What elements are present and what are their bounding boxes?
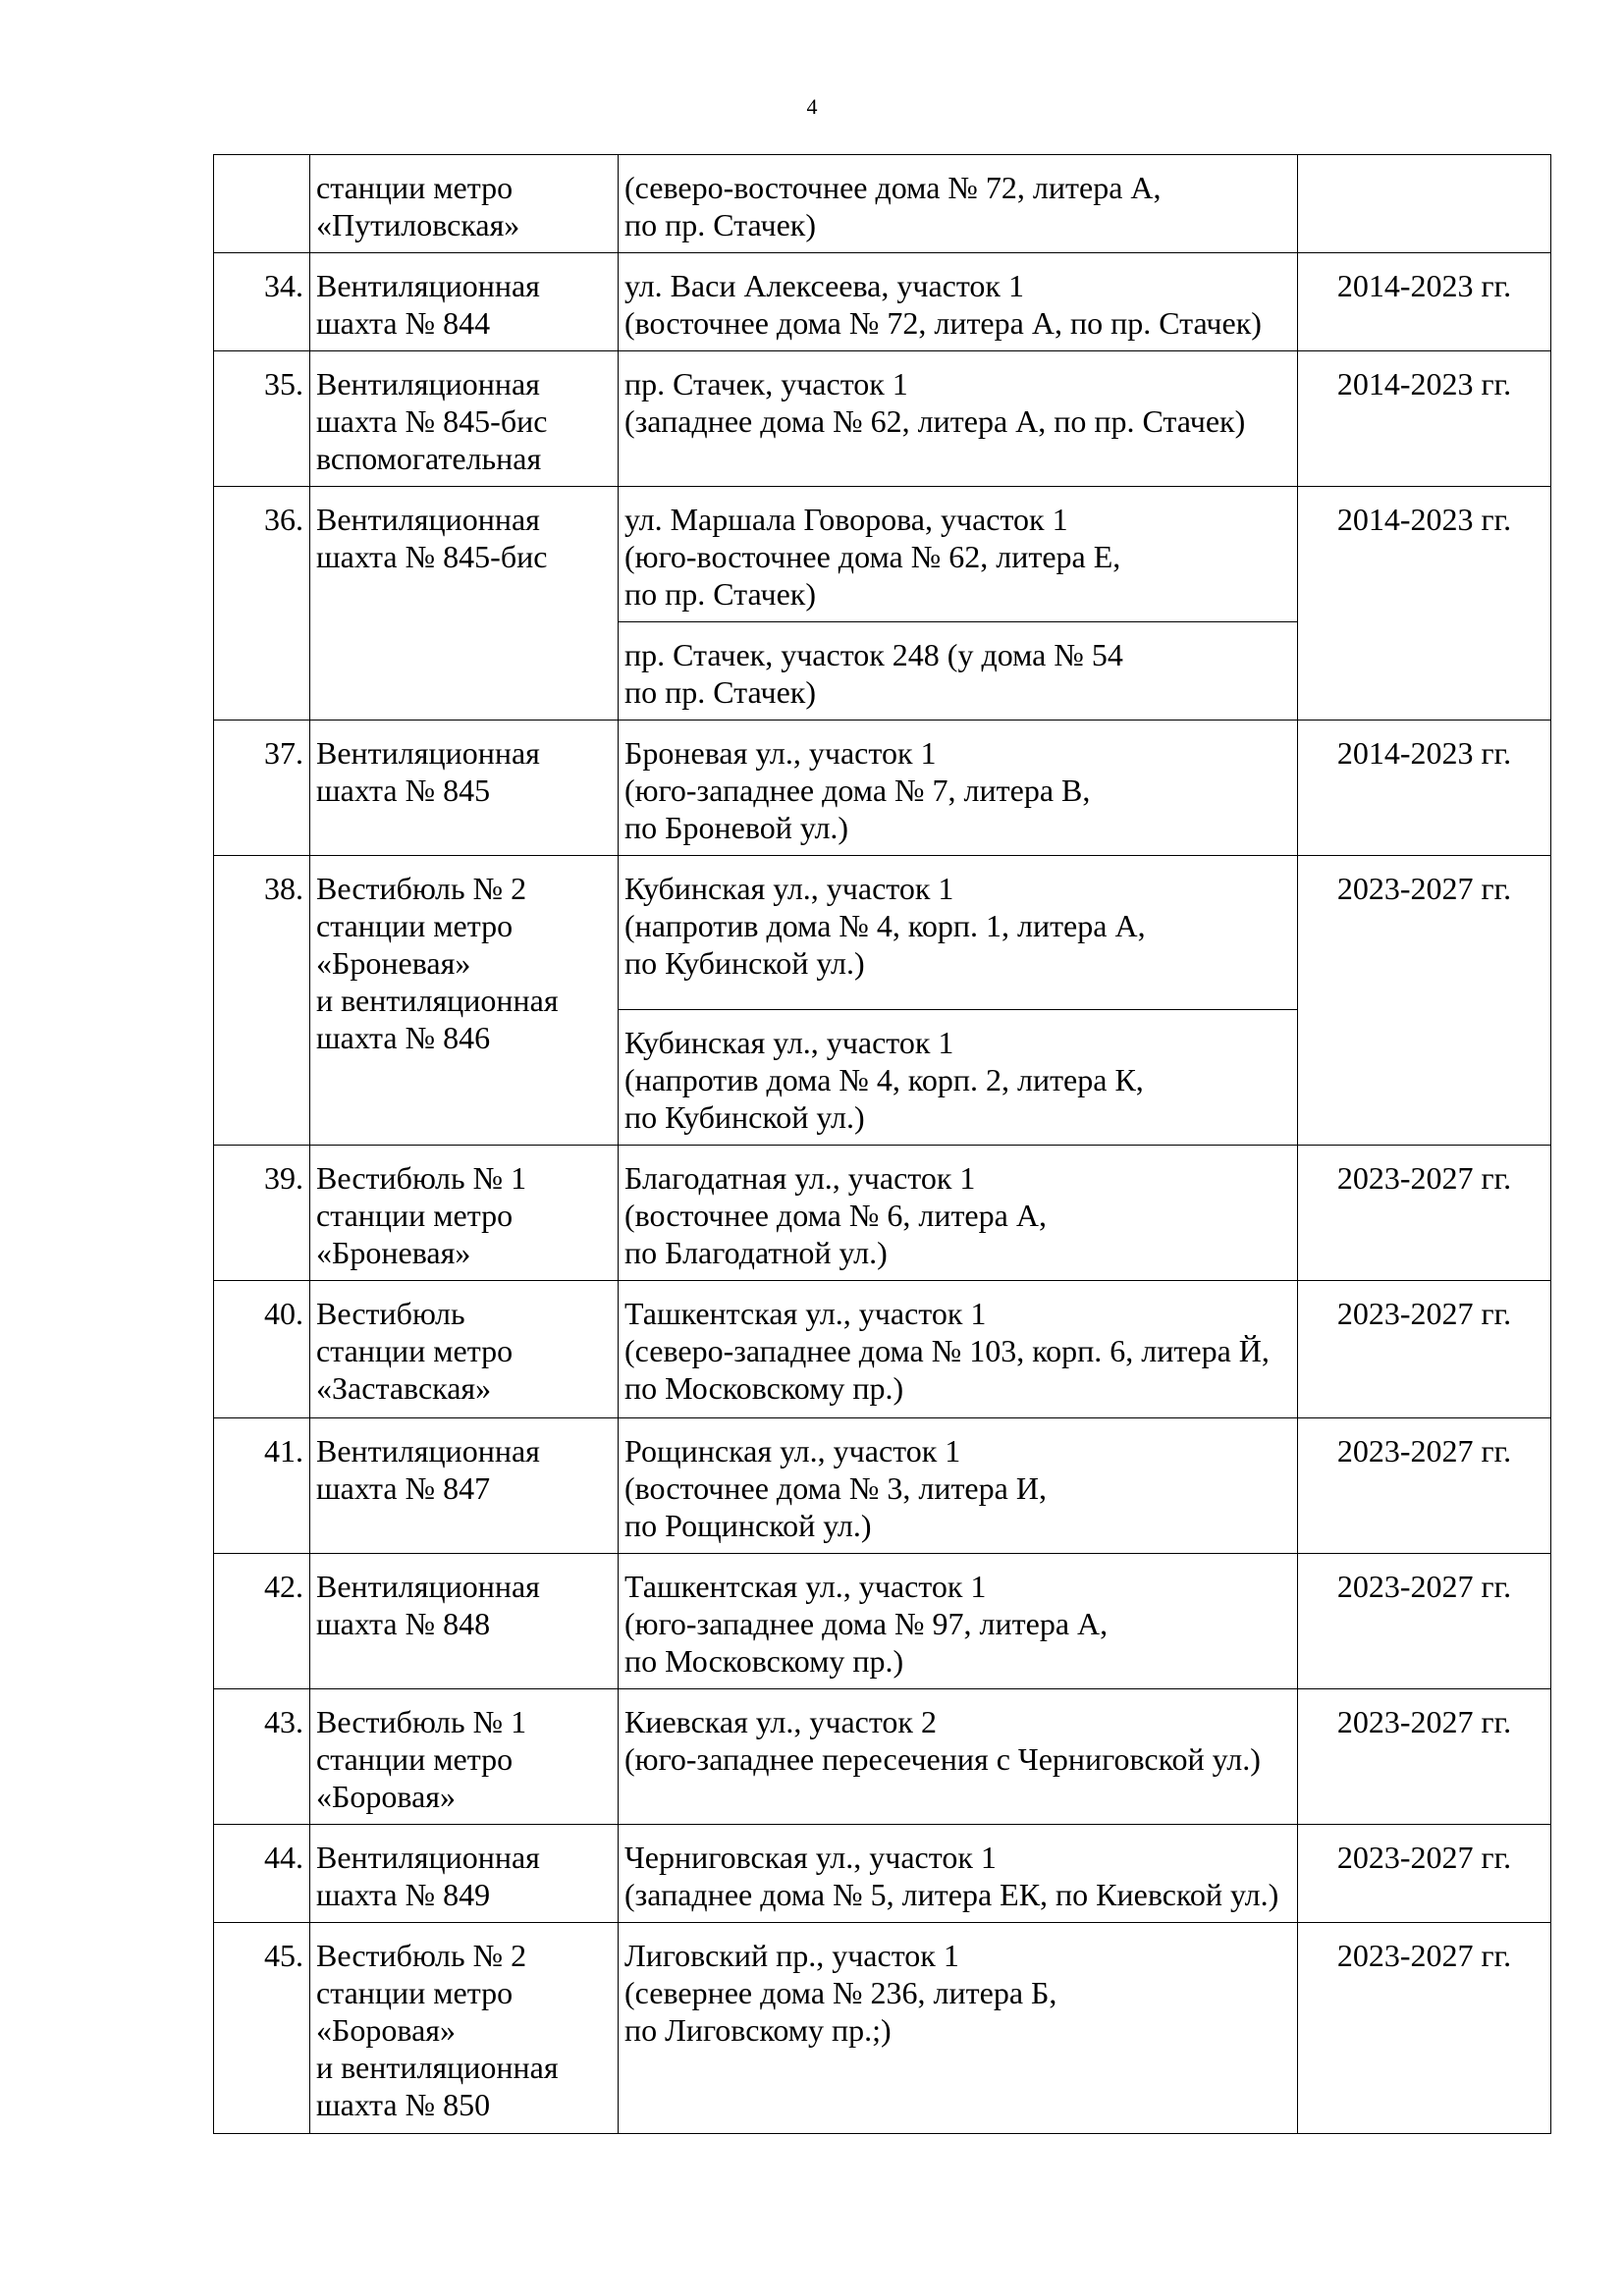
row-number: 44. [214, 1825, 310, 1923]
construction-term: 2023-2027 гг. [1298, 1554, 1551, 1689]
row-number: 36. [214, 487, 310, 721]
row-number: 42. [214, 1554, 310, 1689]
row-number: 43. [214, 1689, 310, 1825]
table-row [214, 1825, 1551, 1923]
table-row [214, 856, 1551, 1010]
object-name: Вестибюль станции метро «Заставская» [310, 1281, 619, 1418]
row-number: 41. [214, 1418, 310, 1554]
row-number: 40. [214, 1281, 310, 1418]
row-number: 45. [214, 1923, 310, 2134]
object-address: (северо-восточнее дома № 72, литера А, по пр. Стачек) [619, 155, 1298, 253]
object-address: пр. Стачек, участок 248 (у дома № 54 по пр. Стачек) [619, 622, 1298, 721]
object-name: Вестибюль № 1 станции метро «Боровая» [310, 1689, 619, 1825]
object-address: Лиговский пр., участок 1 (севернее дома № 236, литера Б, по Лиговскому пр.;) [619, 1923, 1298, 2134]
table-row [214, 155, 1551, 253]
object-address: Рощинская ул., участок 1 (восточнее дома № 3, литера И, по Рощинской ул.) [619, 1418, 1298, 1554]
row-number: 39. [214, 1146, 310, 1281]
construction-term: 2023-2027 гг. [1298, 1146, 1551, 1281]
construction-term: 2014-2023 гг. [1298, 253, 1551, 351]
table-row [214, 1554, 1551, 1689]
construction-term: 2023-2027 гг. [1298, 1281, 1551, 1418]
row-number: 35. [214, 351, 310, 487]
row-number [214, 155, 310, 253]
object-address: Черниговская ул., участок 1 (западнее дома № 5, литера ЕК, по Киевской ул.) [619, 1825, 1298, 1923]
table-row [214, 1281, 1551, 1418]
object-address: ул. Маршала Говорова, участок 1 (юго-восточнее дома № 62, литера Е, по пр. Стачек) [619, 487, 1298, 622]
object-name: Вентиляционная шахта № 845-бис вспомогательная [310, 351, 619, 487]
construction-term [1298, 155, 1551, 253]
table-row [214, 1689, 1551, 1825]
object-address: Ташкентская ул., участок 1 (северо-западнее дома № 103, корп. 6, литера Й, по Московскому пр.) [619, 1281, 1298, 1418]
object-name: Вестибюль № 1 станции метро «Броневая» [310, 1146, 619, 1281]
construction-term: 2023-2027 гг. [1298, 856, 1551, 1146]
object-address: ул. Васи Алексеева, участок 1 (восточнее дома № 72, литера А, по пр. Стачек) [619, 253, 1298, 351]
object-address: Ташкентская ул., участок 1 (юго-западнее дома № 97, литера А, по Московскому пр.) [619, 1554, 1298, 1689]
object-address: пр. Стачек, участок 1 (западнее дома № 62, литера А, по пр. Стачек) [619, 351, 1298, 487]
object-name: Вентиляционная шахта № 845-бис [310, 487, 619, 721]
object-name: Вентиляционная шахта № 849 [310, 1825, 619, 1923]
construction-term: 2023-2027 гг. [1298, 1689, 1551, 1825]
object-address: Киевская ул., участок 2 (юго-западнее пересечения с Черниговской ул.) [619, 1689, 1298, 1825]
object-name: Вентиляционная шахта № 847 [310, 1418, 619, 1554]
object-name: Вентиляционная шахта № 845 [310, 721, 619, 856]
object-name: Вентиляционная шахта № 848 [310, 1554, 619, 1689]
table-row [214, 1146, 1551, 1281]
construction-term: 2014-2023 гг. [1298, 351, 1551, 487]
row-number: 38. [214, 856, 310, 1146]
object-address: Кубинская ул., участок 1 (напротив дома № 4, корп. 1, литера А, по Кубинской ул.) [619, 856, 1298, 1010]
table-row [214, 1923, 1551, 2134]
construction-term: 2023-2027 гг. [1298, 1923, 1551, 2134]
object-address: Благодатная ул., участок 1 (восточнее дома № 6, литера А, по Благодатной ул.) [619, 1146, 1298, 1281]
table-row [214, 253, 1551, 351]
construction-term: 2023-2027 гг. [1298, 1825, 1551, 1923]
table-row [214, 487, 1551, 622]
table-row [214, 1418, 1551, 1554]
construction-term: 2014-2023 гг. [1298, 721, 1551, 856]
objects-table [213, 154, 1551, 2134]
page-number: 4 [806, 94, 818, 119]
object-address: Броневая ул., участок 1 (юго-западнее дома № 7, литера В, по Броневой ул.) [619, 721, 1298, 856]
construction-term: 2014-2023 гг. [1298, 487, 1551, 721]
object-name: станции метро «Путиловская» [310, 155, 619, 253]
table-row [214, 721, 1551, 856]
object-name: Вестибюль № 2 станции метро «Боровая» и вентиляционная шахта № 850 [310, 1923, 619, 2134]
object-address: Кубинская ул., участок 1 (напротив дома № 4, корп. 2, литера К, по Кубинской ул.) [619, 1010, 1298, 1146]
construction-term: 2023-2027 гг. [1298, 1418, 1551, 1554]
row-number: 37. [214, 721, 310, 856]
object-name: Вестибюль № 2 станции метро «Броневая» и вентиляционная шахта № 846 [310, 856, 619, 1146]
row-number: 34. [214, 253, 310, 351]
object-name: Вентиляционная шахта № 844 [310, 253, 619, 351]
table-row [214, 351, 1551, 487]
